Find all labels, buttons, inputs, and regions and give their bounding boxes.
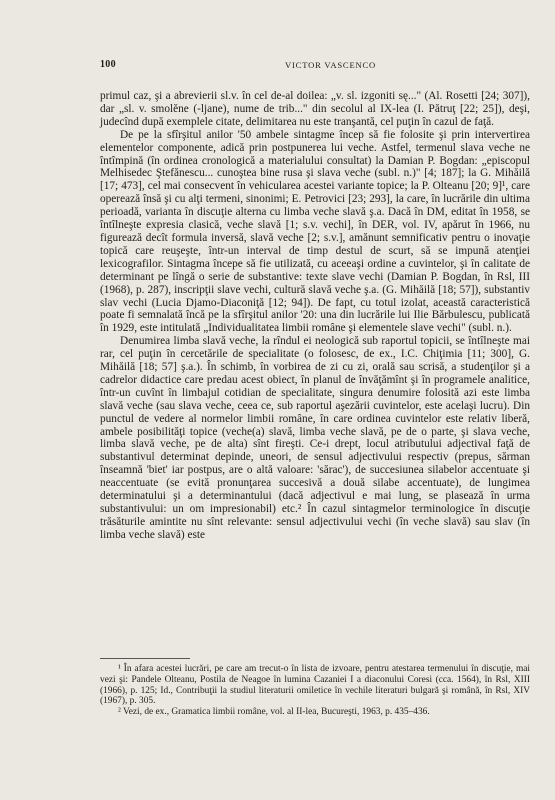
paragraph-1: primul caz, şi a abrevierii sl.v. în cel de-al doilea: „v. sl. izgoniti sę..." (Al. Rosetti [24; 307]), dar „sl. v. smolĕne (-ljane), nume de trib..." din secolul al IX-lea (I. Pătruţ [22; 25]), deşi, judecînd după exemplele citate, delimitarea nu este tranşantă, cel puţin în cazul de faţă.: [100, 90, 530, 128]
page-number: 100: [100, 59, 116, 70]
footnotes: [100, 664, 530, 718]
paragraph-3: Denumirea limba slavă veche, la rîndul ei neologică sub raportul topicii, se întîlneşte mai rar, cel puţin în cercetările de specialitate (o folosesc, de ex., I.C. Chiţimia [11; 300], G. Mihăilă [18; 57] ş.a.). În schimb, în vorbirea de zi cu zi, orală sau scrisă, a studenţilor şi a cadrelor didactice care predau acest obiect, în planul de învăţămînt şi în programele analitice, într-un cuvînt în limbajul cotidian de specialitate, singura denumire folosită azi este limba slavă veche (sau slava veche, ceea ce, sub raportul aşezării cuvintelor, este acelaşi lucru). Din punctul de vedere al normelor limbii române, în care ordinea cuvintelor este relativ liberă, ambele posibilităţi topice (veche(a) slavă, limba veche slavă, pe de o parte, şi slava veche, limba slavă veche, pe de alta) sînt fireşti. Ce-i drept, locul atributului adjectival faţă de substantivul determinat depinde, uneori, de sensul adjectivului respectiv (prepus, sărman înseamnă 'biet' iar postpus, are o altă valoare: 'sărac'), de succesiunea silabelor accentuate şi neaccentuate (se evită pronunţarea succesivă a două silabe accentuate), de lungimea determinatului şi a determinantului (dacă adjectivul e mai lung, se plasează în urma substantivului: un om impresionabil) etc.² În cazul sintagmelor terminologice în discuţie trăsăturile amintite nu sînt relevante: sensul adjectivului vechi (în veche slavă) sau slav (în limba veche slavă) este: [100, 335, 530, 541]
footnote-divider: [100, 658, 190, 659]
paragraph-2: De pe la sfîrşitul anilor '50 ambele sintagme încep să fie folosite şi prin intervertirea elementelor componente, adică prin postpunerea lui veche. Astfel, termenul slava veche ne întîmpină (în ordinea cronologică a materialului consultat) la Damian P. Bogdan: „episcopul Melhisedec Ştefănescu... cunoştea bine rusa şi slava veche (subl. n.)" [4; 187]; la G. Mihăilă [17; 473], cel mai consecvent în vehicularea acestei variante topice; la P. Olteanu [20; 9]¹, care operează însă şi cu alţi termeni, sinonimi; E. Petrovici [23; 293], la care, în lucrările din ultima perioadă, varianta în discuţie alterna cu limba veche slavă ş.a. Dacă în DM, editat în 1958, se întîlneşte expresia clasică, veche slavă [1; s.v. vechi], în DER, vol. IV, apărut în 1966, nu figurează decît formula inversă, slavă veche [2; s.v.], amănunt semnificativ pentru o inovaţie topică care reuşeşte, într-un interval de timp destul de scurt, să se impună atenţiei lexicografilor. Sintagma începe să fie utilizată, cu aceeaşi ordine a cuvintelor, şi în calitate de determinant pe lîngă o serie de substantive: texte slave vechi (Damian P. Bogdan, în Rsl, III (1968), p. 287), inscripţii slave vechi, cultură slavă veche ş.a. (G. Mihăilă [18; 57]), substantiv slav vechi (Lucia Djamo-Diaconiţă [12; 94]). De fapt, cu totul izolat, această caracteristică poate fi semnalată încă pe la sfîrşitul anilor '20: una din lucrările lui Ilie Bărbulescu, publicată în 1929, este intitulată „Individualitatea limbii române şi elementele slave vechi" (subl. n.).: [100, 128, 530, 335]
page-header: [100, 59, 525, 73]
footnote-1: ¹ În afara acestei lucrări, pe care am trecut-o în lista de izvoare, pentru atestarea termenului în discuţie, mai vezi şi: Pandele Olteanu, Postila de Neagoe în lumina Cazaniei I a diaconului Coresi (cca. 1564), în Rsl, XIII (1966), p. 125; Id., Contribuţii la studiul literaturii omiletice în vechile literaturi bulgară şi română, în Rsl, XIV (1967), p. 305.: [100, 664, 530, 707]
running-head: VICTOR VASCENCO: [285, 60, 377, 70]
footnote-2: ² Vezi, de ex., Gramatica limbii române, vol. al II-lea, Bucureşti, 1963, p. 435–436.: [118, 707, 430, 718]
body-text: [100, 90, 530, 542]
